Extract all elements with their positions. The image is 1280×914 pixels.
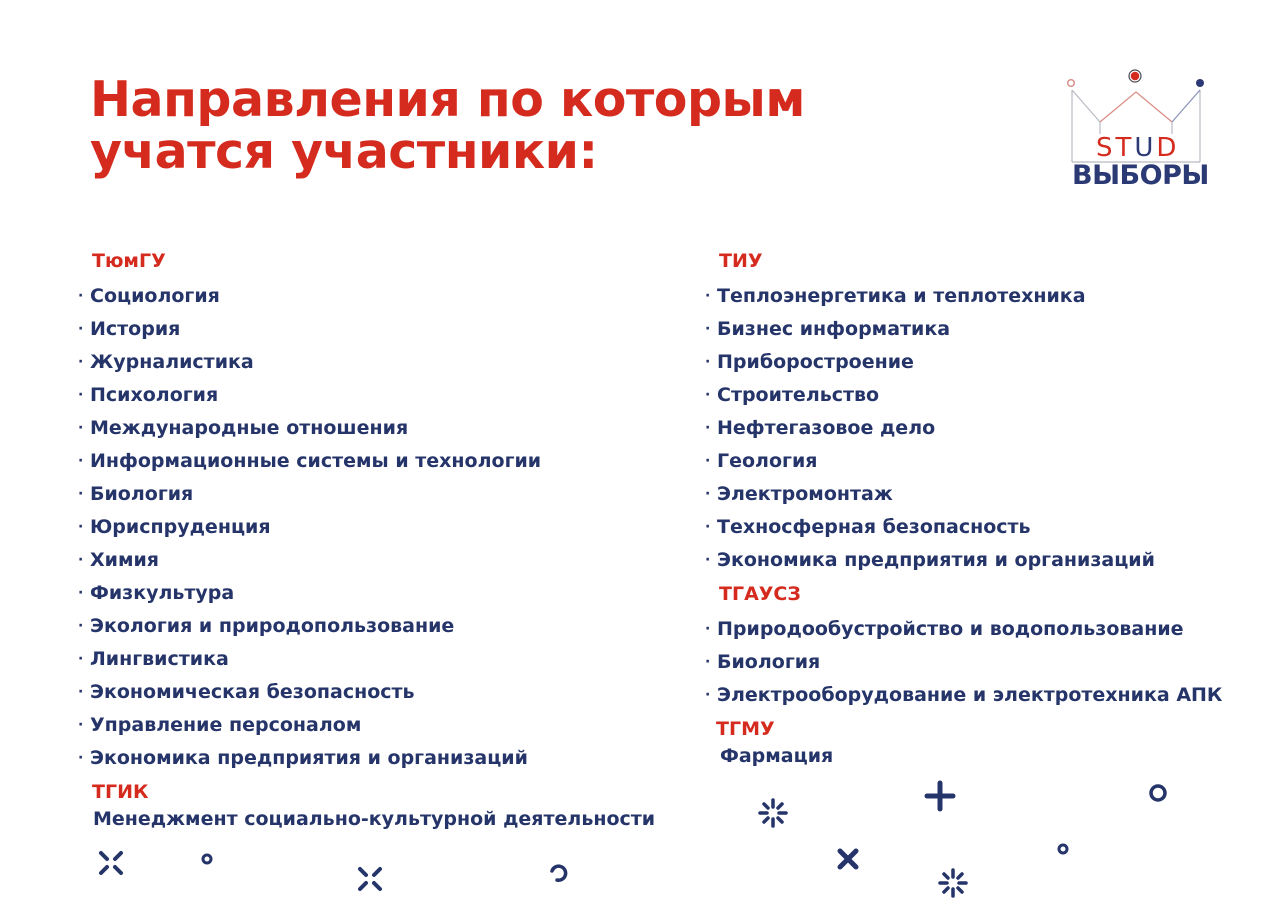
x-dash-icon [98,850,124,876]
list-item: · История [78,313,655,346]
university-heading-tyumgu: ТюмГУ [92,250,166,272]
bullet-icon: · [705,387,711,403]
bullet-icon: · [705,687,711,703]
list-item: · Техносферная безопасность [705,511,1222,544]
bullet-icon: · [705,354,711,370]
bullet-icon: · [705,519,711,535]
bullet-icon: · [705,453,711,469]
small-ring-icon [1055,841,1071,857]
list-item: · Социология [78,280,655,313]
bullet-icon: · [78,750,84,766]
list-item: · Журналистика [78,346,655,379]
university-heading-tgausz: ТГАУСЗ [719,583,801,605]
list-item: Фармация [720,745,834,767]
list-item: · Биология [78,478,655,511]
list-item: · Экономика предприятия и организаций [705,544,1222,577]
bullet-icon: · [705,552,711,568]
list-item: Менеджмент социально-культурной деятельности [93,808,656,830]
asterisk-icon [938,868,968,898]
bullet-icon: · [705,621,711,637]
list-item: · Юриспруденция [78,511,655,544]
list-item: · Электромонтаж [705,478,1222,511]
right-column [705,248,1222,770]
list-item: · Электрооборудование и электротехника АПК [705,679,1222,712]
list-item: · Биология [705,646,1222,679]
bullet-icon: · [78,651,84,667]
list-item: · Строительство [705,379,1222,412]
bullet-icon: · [78,717,84,733]
title-line-1: Направления по которым [90,71,805,128]
bullet-icon: · [78,684,84,700]
list-item: · Бизнес информатика [705,313,1222,346]
bullet-icon: · [78,618,84,634]
x-dash-icon [357,866,383,892]
list-item: · Экономическая безопасность [78,676,655,709]
list-item: · Нефтегазовое дело [705,412,1222,445]
asterisk-icon [758,798,788,828]
left-column [78,248,655,833]
plus-icon [924,780,956,812]
bullet-icon: · [78,585,84,601]
bullet-icon: · [705,486,711,502]
bullet-icon: · [78,453,84,469]
bullet-icon: · [705,420,711,436]
ring-icon [1147,782,1169,804]
list-item: · Международные отношения [78,412,655,445]
bullet-icon: · [78,486,84,502]
logo-vybory-text: ВЫБОРЫ [1072,160,1209,191]
page-title [90,71,805,180]
list-item: · Психология [78,379,655,412]
list-item: · Экология и природопользование [78,610,655,643]
list-item: · Природообустройство и водопользование [705,613,1222,646]
bullet-icon: · [78,288,84,304]
bullet-icon: · [78,387,84,403]
bullet-icon: · [78,420,84,436]
list-item: · Геология [705,445,1222,478]
studvybory-logo [1060,62,1220,197]
list-item: · Теплоэнергетика и теплотехника [705,280,1222,313]
list-item: · Управление персоналом [78,709,655,742]
small-ring-icon [200,852,214,866]
list-item: · Приборостроение [705,346,1222,379]
bullet-icon: · [705,288,711,304]
title-line-2: учатся участники: [90,123,598,180]
list-item: · Физкультура [78,577,655,610]
list-item: · Информационные системы и технологии [78,445,655,478]
bullet-icon: · [78,519,84,535]
university-heading-tgik: ТГИК [92,781,149,803]
university-heading-tgmu: ТГМУ [716,718,775,740]
logo-stud-text: STUD [1096,133,1180,163]
list-item: · Экономика предприятия и организаций [78,742,655,775]
x-icon [836,847,860,871]
university-heading-tiu: ТИУ [719,250,763,272]
open-ring-icon [547,862,569,884]
bullet-icon: · [78,552,84,568]
bullet-icon: · [705,321,711,337]
list-item: · Лингвистика [78,643,655,676]
bullet-icon: · [78,321,84,337]
bullet-icon: · [705,654,711,670]
list-item: · Химия [78,544,655,577]
bullet-icon: · [78,354,84,370]
